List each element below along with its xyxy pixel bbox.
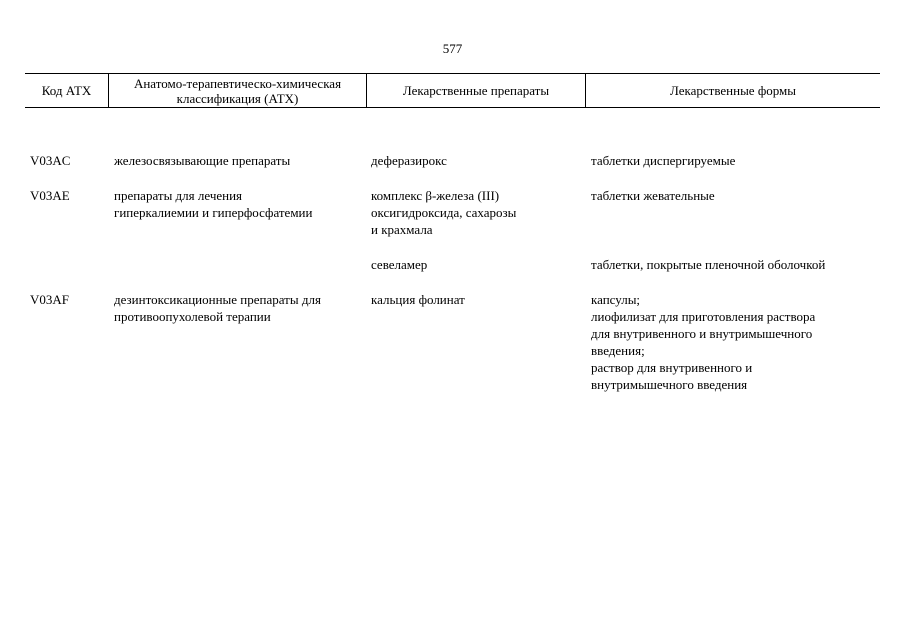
header-atc-classification-label: Анатомо-терапевтическо-химическая классификация (АТХ) (133, 75, 342, 106)
row-drug: севеламер (371, 257, 428, 272)
row-drug: деферазирокс (371, 153, 447, 168)
header-atc-code: Код АТХ (41, 83, 92, 98)
row-forms: капсулы; лиофилизат для приготовления раствора для внутривенного и внутримышечного введения; раствор для внутривенного и внутримышечного введения (591, 292, 816, 392)
row-forms: таблетки диспергируемые (591, 153, 736, 168)
table-header (25, 73, 880, 108)
row-drug: комплекс β-железа (III) оксигидроксида, сахарозы и крахмала (371, 188, 517, 237)
row-code: V03AC (30, 153, 71, 168)
row-forms: таблетки, покрытые пленочной оболочкой (591, 257, 826, 272)
header-atc-classification (108, 74, 366, 107)
row-drug: кальция фолинат (371, 292, 465, 307)
row-classification: железосвязывающие препараты (114, 153, 291, 168)
row-code: V03AE (30, 188, 70, 203)
header-drugs: Лекарственные препараты (366, 74, 585, 107)
row-forms: таблетки жевательные (591, 188, 715, 203)
page-number: 577 (442, 41, 463, 56)
row-code: V03AF (30, 292, 70, 307)
row-classification: препараты для лечения гиперкалиемии и гиперфосфатемии (114, 188, 313, 220)
header-dosage-forms: Лекарственные формы (585, 74, 880, 107)
row-classification: дезинтоксикационные препараты для противоопухолевой терапии (114, 292, 321, 324)
